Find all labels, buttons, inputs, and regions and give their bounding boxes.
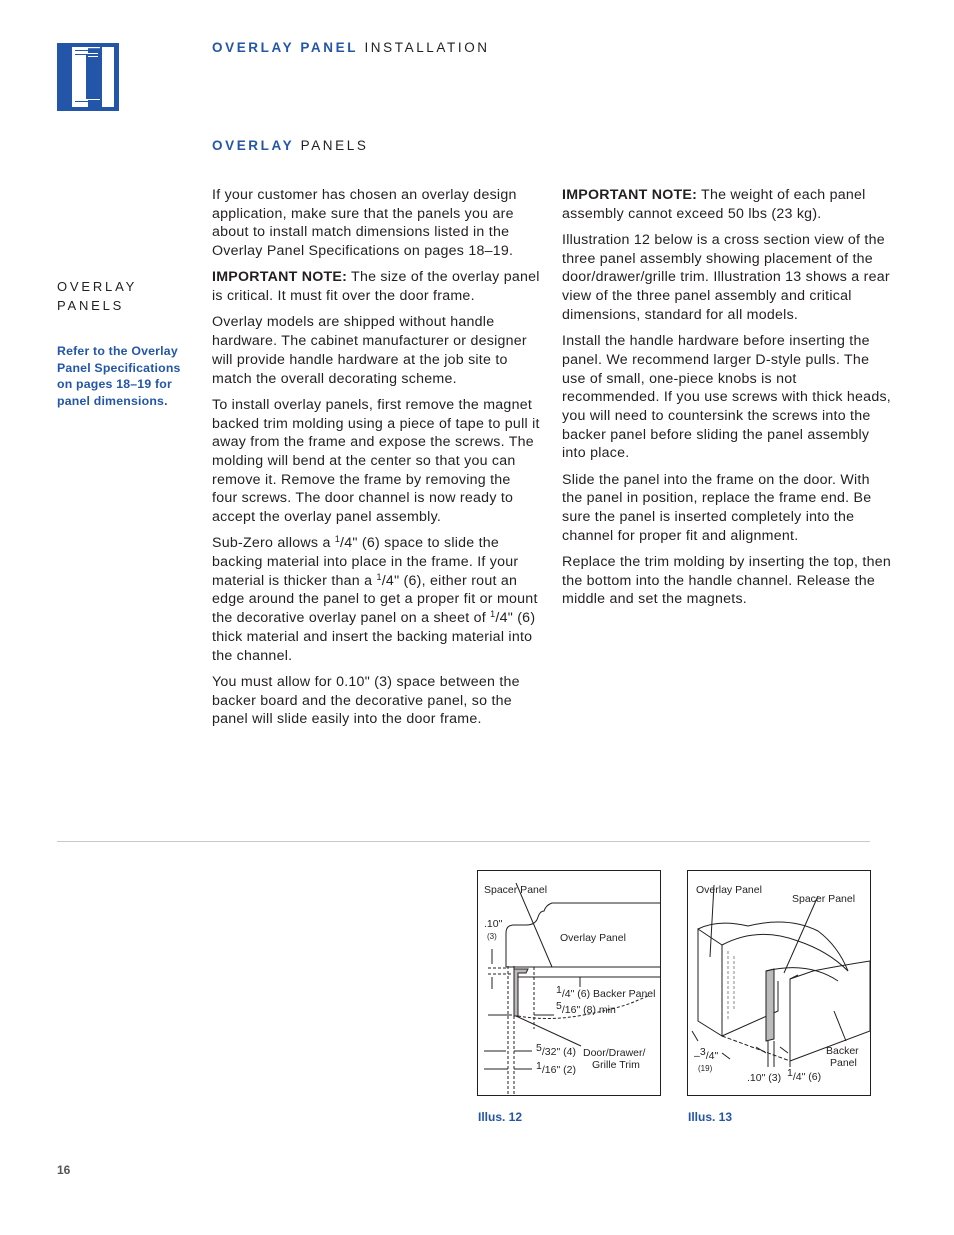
paragraph: Replace the trim molding by inserting the top, then the bottom into the handle channel. Release the middle and set the magnets. (562, 554, 891, 608)
illustration-13 (687, 870, 871, 1096)
label-backer-thickness: 1/4" (6) (787, 1067, 822, 1083)
paragraph: Install the handle hardware before inserting the panel. We recommend larger D-style pulls. The use of small, one-piece knobs is not recommended. If you use screws with thick heads, you will need to countersink the screws into the backer panel before sliding the panel assembly into place. (562, 333, 891, 462)
fraction: $^1$/4 (376, 571, 395, 589)
page-header (212, 40, 490, 55)
label-gap: .10" (3) (747, 1072, 782, 1084)
sidebar-label-line1: OVERLAY (57, 279, 138, 294)
paragraph: You must allow for 0.10" (3) space between the backer board and the decorative panel, so the panel will slide easily into the door frame. (212, 673, 520, 728)
important-note-label: IMPORTANT NOTE: (562, 187, 698, 203)
paragraph: IMPORTANT NOTE: The weight of each panel assembly cannot exceed 50 lbs (23 kg). (562, 187, 866, 222)
label-overlay-panel: Overlay Panel (560, 932, 626, 944)
illustration-12 (477, 870, 661, 1096)
caption-illus-12: Illus. 12 (478, 1110, 523, 1124)
important-note-label: IMPORTANT NOTE: (212, 269, 348, 286)
section-title (212, 138, 368, 153)
column-left (212, 186, 540, 737)
brand-logo (57, 43, 119, 111)
label-gap: .10" (484, 918, 503, 930)
section-title-rest: PANELS (300, 138, 369, 153)
label-trim-line2: Grille Trim (592, 1059, 640, 1071)
label-spacer-panel: Spacer Panel (484, 884, 548, 896)
label-min: 5/16" (8) min (556, 1000, 616, 1016)
label-thickness-mm: (19) (698, 1064, 713, 1073)
page-number: 16 (57, 1163, 71, 1177)
column-right (562, 186, 894, 617)
paragraph: Illustration 12 below is a cross section view of the three panel assembly showing placement of the door/drawer/grille trim. Illustration 13 shows a rear view of the three panel assembly and critical dimensions, standard for all models. (562, 232, 890, 323)
caption-illus-13: Illus. 13 (688, 1110, 733, 1124)
label-5-32: 5/32" (4) (536, 1042, 576, 1058)
label-backer: 1/4" (6) Backer Panel (556, 984, 656, 1000)
paragraph: Overlay models are shipped without handle hardware. The cabinet manufacturer or designer will provide handle hardware at the job site to match the overall decorating scheme. (212, 314, 527, 387)
section-title-bold: OVERLAY (212, 138, 295, 153)
paragraph: IMPORTANT NOTE: The size of the overlay panel is critical. It must fit over the door frame. (212, 269, 540, 305)
sidebar-label (57, 277, 137, 315)
label-trim-line1: Door/Drawer/ (583, 1047, 646, 1059)
label-backer-line1: Backer (826, 1045, 859, 1057)
header-title-rest: INSTALLATION (364, 40, 490, 55)
sidebar-refer-note: Refer to the Overlay Panel Specifications on pages 18–19 for panel dimensions. (57, 344, 181, 408)
fraction: $^1$/4 (334, 534, 353, 552)
divider (57, 841, 870, 842)
fraction: $^1$/4 (490, 609, 508, 627)
paragraph: Sub-Zero allows a $^1$/4" (6) space to slide the backing material into place in the frame. If your material is thicker than a $^1$/4" (6), either rout an edge around the panel to get a proper fit or mount the decorative overlay panel on a sheet of $^1$/4" (6) thick material and insert the backing material into the channel. (212, 534, 538, 664)
paragraph: To install overlay panels, first remove the magnet backed trim molding using a piece of tape to pull it away from the frame and expose the screws. The molding will bend at the center so that you can remove it. Remove the frame by removing the four screws. The door channel is now ready to accept the overlay panel assembly. (212, 396, 540, 526)
paragraph: If your customer has chosen an overlay design application, make sure that the panels you are about to install match dimensions listed in the Overlay Panel Specifications on pages 18–19. (212, 187, 517, 260)
paragraph: Slide the panel into the frame on the door. With the panel in position, replace the frame end. Be sure the panel is inserted completely into the channel for proper fit and alignment. (562, 471, 872, 544)
header-title-bold: OVERLAY PANEL (212, 40, 359, 55)
sidebar-label-line2: PANELS (57, 298, 125, 313)
label-overlay-panel: Overlay Panel (696, 884, 762, 896)
label-thickness: –3/4" (694, 1046, 719, 1062)
label-gap-mm: (3) (487, 932, 497, 941)
label-spacer-panel: Spacer Panel (792, 893, 856, 905)
label-backer-line2: Panel (830, 1057, 857, 1069)
label-1-16: 1/16" (2) (536, 1060, 576, 1076)
